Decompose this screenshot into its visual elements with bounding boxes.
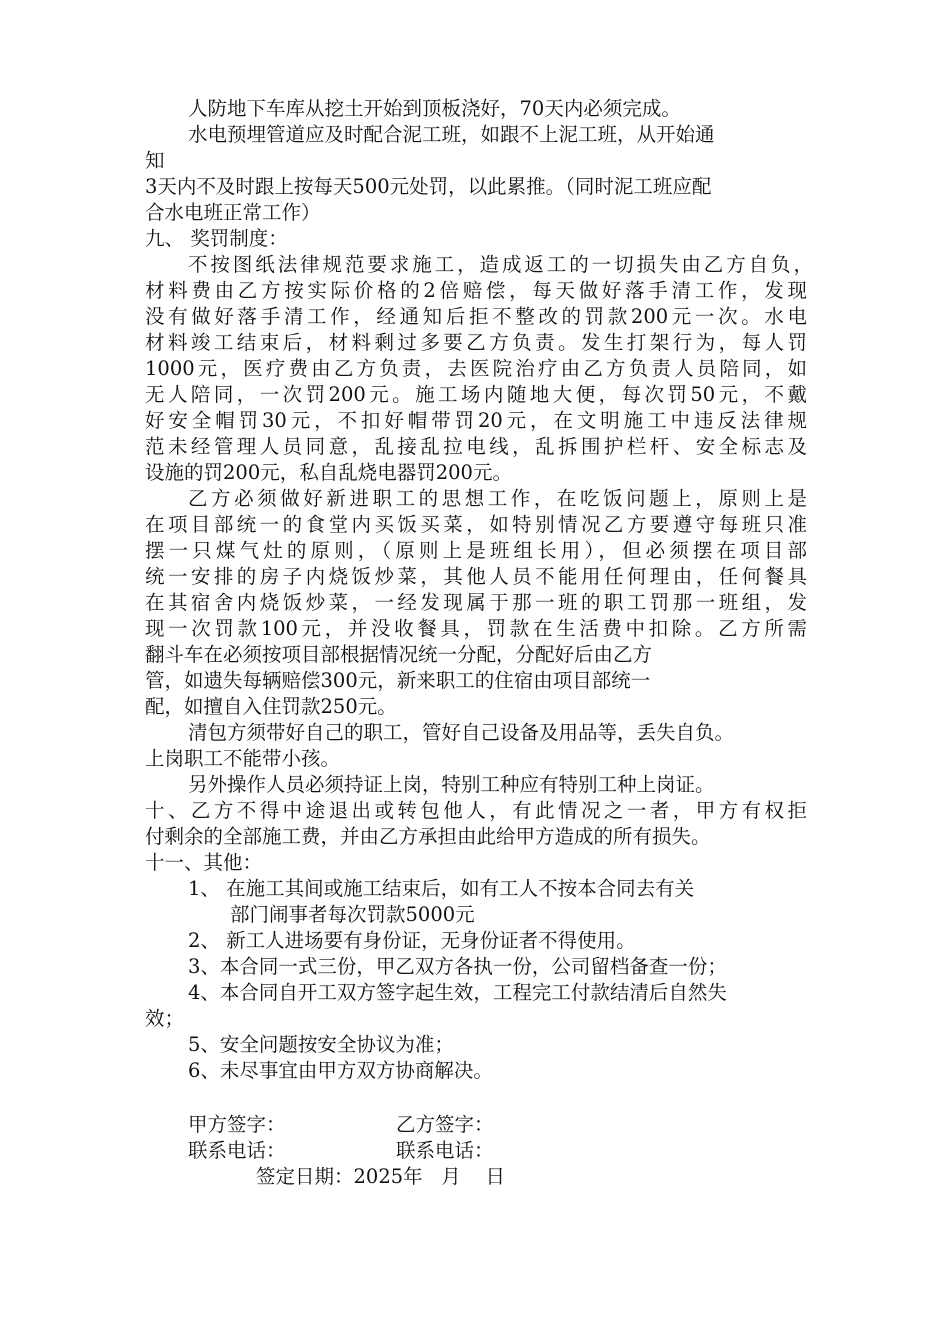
party-b-signature-label: 乙方签字：: [396, 1113, 494, 1136]
paragraph-line: 管，如遗失每辆赔偿300元，新来职工的住宿由项目部统一: [145, 669, 651, 692]
paragraph-line: 另外操作人员必须持证上岗，特别工种应有特别工种上岗证。: [188, 773, 715, 796]
paragraph-line: 好安全帽罚30元，不扣好帽带罚20元，在文明施工中违反法律规: [145, 409, 807, 432]
party-a-phone-label: 联系电话：: [188, 1139, 286, 1162]
section-heading: 十一、其他：: [145, 851, 263, 874]
paragraph-line: 无人陪同，一次罚200元。施工场内随地大便，每次罚50元，不戴: [145, 383, 807, 406]
list-item: 3、本合同一式三份，甲乙双方各执一份，公司留档备查一份；: [188, 955, 727, 978]
paragraph-line: 配，如擅自入住罚款250元。: [145, 695, 397, 718]
paragraph-line: 上岗职工不能带小孩。: [145, 747, 341, 770]
list-item-continuation: 效；: [145, 1007, 185, 1030]
paragraph-line: 在其宿舍内烧饭炒菜，一经发现属于那一班的职工罚那一班组，发: [145, 591, 807, 614]
list-item: 5、安全问题按安全协议为准；: [188, 1033, 454, 1056]
list-item: 4、本合同自开工双方签字起生效，工程完工付款结清后自然失: [188, 981, 727, 1004]
paragraph-line: 摆一只煤气灶的原则，（原则上是班组长用），但必须摆在项目部: [145, 539, 807, 562]
paragraph-line: 在项目部统一的食堂内买饭买菜，如特别情况乙方要遵守每班只准: [145, 513, 807, 536]
paragraph-line: 付剩余的全部施工费，并由乙方承担由此给甲方造成的所有损失。: [145, 825, 711, 848]
paragraph-line: 不按图纸法律规范要求施工，造成返工的一切损失由乙方自负，: [188, 253, 813, 276]
paragraph-line: 人防地下车库从挖土开始到顶板浇好，70天内必须完成。: [188, 97, 681, 120]
paragraph-line: 1000元，医疗费由乙方负责，去医院治疗由乙方负责人员陪同，如: [145, 357, 807, 380]
section-heading: 九、 奖罚制度：: [145, 227, 288, 250]
party-b-phone-label: 联系电话：: [396, 1139, 494, 1162]
paragraph-line: 乙方必须做好新进职工的思想工作，在吃饭问题上，原则上是: [188, 487, 807, 510]
party-a-signature-label: 甲方签字：: [188, 1113, 286, 1136]
paragraph-line: 知: [145, 149, 165, 172]
paragraph-line: 材料竣工结束后，材料剩过多要乙方负责。发生打架行为，每人罚: [145, 331, 807, 354]
paragraph-line: 水电预埋管道应及时配合泥工班，如跟不上泥工班，从开始通: [188, 123, 715, 146]
paragraph-line: 材料费由乙方按实际价格的2倍赔偿，每天做好落手清工作，发现: [145, 279, 807, 302]
list-item: 6、未尽事宜由甲方双方协商解决。: [188, 1059, 493, 1082]
list-item: 2、 新工人进场要有身份证，无身份证者不得使用。: [188, 929, 636, 952]
list-item: 1、 在施工其间或施工结束后，如有工人不按本合同去有关: [188, 877, 695, 900]
paragraph-line: 3天内不及时跟上按每天500元处罚，以此累推。（同时泥工班应配: [145, 175, 712, 198]
paragraph-line: 没有做好落手清工作，经通知后拒不整改的罚款200元一次。水电: [145, 305, 807, 328]
paragraph-line: 合水电班正常工作）: [145, 201, 321, 224]
paragraph-line: 统一安排的房子内烧饭炒菜，其他人员不能用任何理由，任何餐具: [145, 565, 807, 588]
list-item-continuation: 部门闹事者每次罚款5000元: [230, 903, 475, 926]
paragraph-line: 范未经管理人员同意，乱接乱拉电线，乱拆围护栏杆、安全标志及: [145, 435, 807, 458]
signing-date: 签定日期：2025年 月 日: [256, 1165, 506, 1188]
paragraph-line: 设施的罚200元，私自乱烧电器罚200元。: [145, 461, 512, 484]
paragraph-line: 清包方须带好自己的职工，管好自己设备及用品等，丢失自负。: [188, 721, 735, 744]
section-heading: 十、乙方不得中途退出或转包他人，有此情况之一者，甲方有权拒: [145, 799, 807, 822]
paragraph-line: 翻斗车在必须按项目部根据情况统一分配，分配好后由乙方: [145, 643, 653, 666]
paragraph-line: 现一次罚款100元，并没收餐具，罚款在生活费中扣除。乙方所需: [145, 617, 807, 640]
